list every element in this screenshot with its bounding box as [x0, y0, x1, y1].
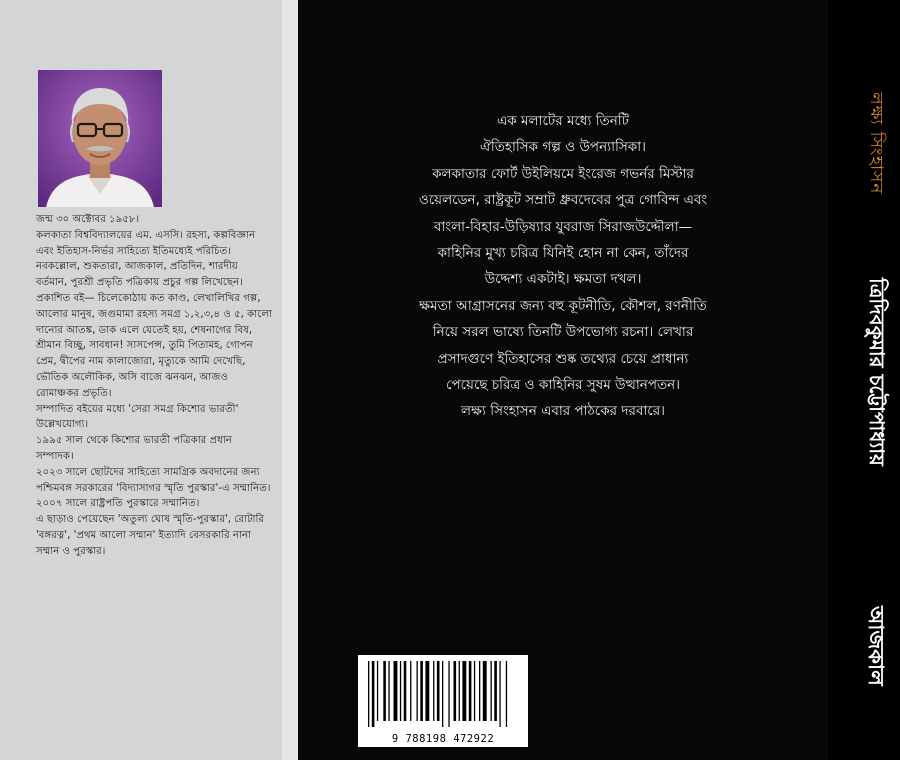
barcode-bar	[433, 661, 434, 721]
blurb-line: নিয়ে সরল ভাষ্যে তিনটি উপভোগ্য রচনা। লেখার	[432, 324, 694, 341]
bio-award-2007: ২০০৭ সালে রাষ্ট্রপতি পুরস্কারে সম্মানিত।	[36, 498, 200, 510]
bio-birth: জন্ম ৩০ অক্টোবর ১৯৫৮।	[36, 214, 140, 225]
barcode-bar	[388, 661, 389, 721]
barcode-bar	[462, 661, 466, 721]
book-spine	[828, 0, 900, 760]
blurb-line: পেয়েছে চরিত্র ও কাহিনির সুষম উত্থানপতন।	[445, 377, 681, 394]
publisher-logo: আজকাল	[864, 606, 888, 686]
barcode-bar	[420, 661, 423, 721]
barcode-bar	[394, 661, 398, 721]
blurb-line: বাংলা-বিহার-উড়িষ্যার যুবরাজ সিরাজউদ্দৌলা—	[433, 218, 693, 235]
bio-other-awards: এ ছাড়াও পেয়েছেন 'অতুল্য ঘোষ স্মৃতি-পুরস্কার', রোটারি 'বঙ্গরত্ন', 'প্রথম আলো সম্মান' ইত্যাদি বেসরকারি নানা সম্মান ও পুরস্কার।	[36, 514, 264, 557]
back-flap	[0, 0, 282, 760]
bio-editor-role: ১৯৯৫ সাল থেকে কিশোর ভারতী পত্রিকার প্রধান সম্পাদক।	[36, 435, 232, 462]
barcode-bar	[377, 661, 378, 721]
back-cover	[298, 0, 828, 760]
barcode-bar	[400, 661, 401, 721]
barcode-bar	[474, 661, 475, 721]
barcode-bar	[417, 661, 418, 721]
isbn-barcode	[358, 655, 528, 747]
barcode-bar	[491, 661, 492, 721]
spine-title: লক্ষ্য সিংহাসন	[866, 92, 886, 195]
barcode-bar	[459, 661, 460, 721]
blurb-line: ওয়েলডেন, রাষ্ট্রকূট সম্রাট ধ্রুবদেবের পুত্র গোবিন্দ এবং	[418, 192, 708, 209]
flap-fold	[282, 0, 298, 760]
blurb-line: উদ্দেশ্য একটাই। ক্ষমতা দখল।	[484, 271, 642, 288]
barcode-bar	[479, 661, 480, 721]
blurb-line: ক্ষমতা আগ্রাসনের জন্য বহু কূটনীতি, কৌশল, রণনীতি	[419, 297, 707, 314]
barcode-bar	[506, 661, 507, 727]
bio-published-books: প্রকাশিত বই— চিলেকোঠায় কত কাণ্ড, লেখালিখির গল্প, আলোর মানুষ, জগুমামা রহস্য সমগ্র ১,২,৩,৪ ও ৫, কালো দানোর আতঙ্ক, ডাক এলে যেতেই হয়, শেষনাগের বিষ, শ্রীমান বিচ্ছু, সাবধান! সাসপেন্স, তুমি পিতামহ, গোপন প্রেম, দ্বীপের নাম কালাজোরা, মৃত্যুকে আমি দেখেছি, ভৌতিক অলৌকিক, অসি বাজে ঝনঝন, আজও রোমাঞ্চকর প্রভৃতি।	[36, 292, 272, 399]
barcode-bar	[448, 661, 449, 727]
barcode-bar	[494, 661, 497, 721]
blurb-line: লক্ষ্য সিংহাসন এবার পাঠকের দরবারে।	[461, 403, 665, 420]
bio-education: কলকাতা বিশ্ববিদ্যালয়ের এম. এসসি। রহস্য, কল্পবিজ্ঞান এবং ইতিহাস-নির্ভর সাহিত্যে ইতিমধ্যেই পরিচিত। নবকল্লোল, শুকতারা, আজকাল, প্রতিদিন, শারদীয় বর্তমান, পুরশ্রী প্রভৃতি পত্রিকায় প্রচুর গল্প লিখেছেন।	[36, 229, 256, 289]
barcode-bar	[437, 661, 440, 721]
book-blurb	[298, 108, 828, 425]
barcode-bar	[425, 661, 429, 721]
barcode-bar	[368, 661, 369, 727]
barcode-bar	[499, 661, 500, 727]
bio-edited-books: সম্পাদিত বইয়ের মধ্যে 'সেরা সমগ্র কিশোর ভারতী' উল্লেখযোগ্য।	[36, 403, 239, 431]
barcode-bar	[454, 661, 457, 721]
barcode-bar	[372, 661, 375, 727]
author-portrait-illustration	[38, 70, 162, 207]
barcode-bar	[442, 661, 443, 727]
barcode-bar	[483, 661, 487, 721]
barcode-bar	[383, 661, 386, 721]
blurb-line: কাহিনির মুখ্য চরিত্র যিনিই হোন না কেন, তাঁদের	[437, 245, 689, 262]
author-photo	[38, 70, 162, 207]
spine-author: ত্রিদিবকুমার চট্টোপাধ্যায়	[865, 278, 889, 466]
barcode-bars	[358, 655, 528, 731]
barcode-bar	[404, 661, 407, 721]
barcode-bar	[469, 661, 472, 721]
isbn-number: 9 788198 472922	[391, 733, 495, 745]
barcode-bar	[410, 661, 411, 721]
blurb-line: ঐতিহাসিক গল্প ও উপন্যাসিকা।	[480, 139, 646, 156]
blurb-line: প্রসাদগুণে ইতিহাসের শুষ্ক তথ্যের চেয়ে প্রাধান্য	[437, 350, 689, 367]
bio-award-2023: ২০২৩ সালে ছোটদের সাহিত্যে সামগ্রিক অবদানের জন্য পশ্চিমবঙ্গ সরকারের 'বিদ্যাসাগর স্মৃতি পুরস্কার'-এ সম্মানিত।	[36, 466, 271, 494]
blurb-line: কলকাতার ফোর্ট উইলিয়মে ইংরেজ গভর্নর মিস্টার	[432, 165, 694, 182]
blurb-line: এক মলাটের মধ্যে তিনটি	[497, 113, 629, 129]
author-bio	[36, 212, 272, 560]
